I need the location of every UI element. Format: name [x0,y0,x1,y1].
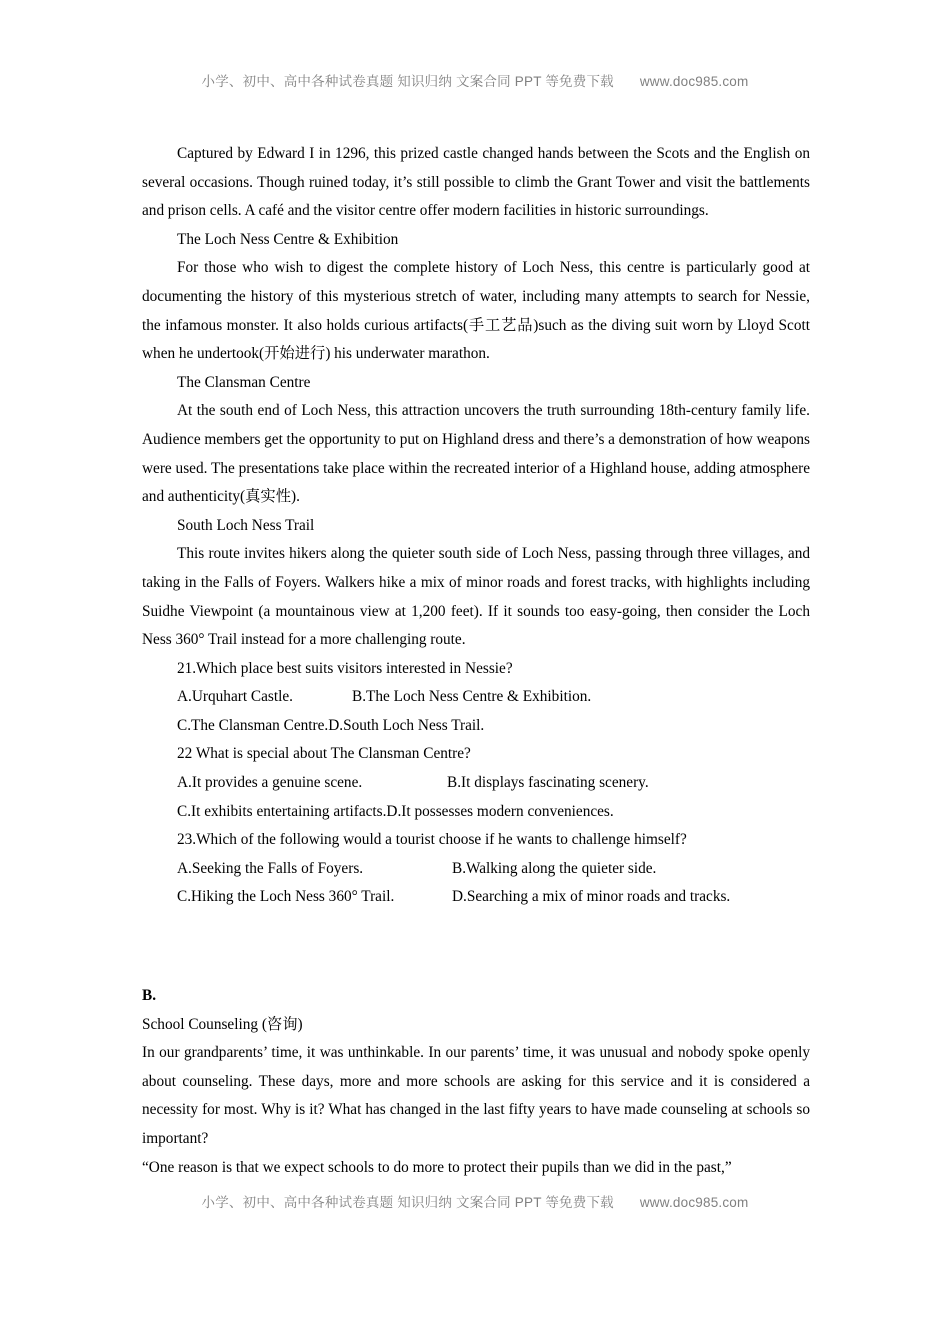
question-23-options-row-1 [142,855,810,884]
section-heading-south-loch-ness-trail: South Loch Ness Trail [177,516,315,534]
question-23-option-b[interactable]: B.Walking along the quieter side. [452,859,657,877]
passage-b-paragraph-2: “One reason is that we expect schools to do more to protect their pupils than we did in the past,” [142,1158,732,1176]
section-heading-clansman-centre: The Clansman Centre [177,373,311,391]
section-body-clansman-centre: At the south end of Loch Ness, this attraction uncovers the truth surrounding 18th-century family life. Audience members get the opportunity to put on Highland dress and there’s a demonstration of how weapons were used. The presentations take place within the recreated interior of a Highland house, adding atmosphere and authenticity(真实性). [142,402,810,506]
question-21-option-c[interactable]: C.The Clansman Centre. [177,716,329,734]
question-22-option-a[interactable]: A.It provides a genuine scene. [177,774,363,792]
watermark-url: www.doc985.com [639,74,749,89]
watermark-url: www.doc985.com [639,1195,749,1210]
question-23-option-c[interactable]: C.Hiking the Loch Ness 360° Trail. [177,888,395,906]
section-heading-loch-ness-centre: The Loch Ness Centre & Exhibition [177,230,399,248]
section-spacer [142,912,810,982]
question-21-options-row-1 [142,683,810,712]
question-21-options-row-2 [142,712,810,741]
question-22-stem: 22 What is special about The Clansman Centre? [177,745,471,763]
watermark-footer [142,1191,808,1211]
passage-b-title: School Counseling (咨询) [142,1015,303,1033]
question-22-option-b[interactable]: B.It displays fascinating scenery. [447,774,649,792]
section-body-south-loch-ness-trail: This route invites hikers along the quieter south side of Loch Ness, passing through three villages, and taking in the Falls of Foyers. Walkers hike a mix of minor roads and forest tracks, with highlights including Suidhe Viewpoint (a mountainous view at 1,200 feet). If it sounds too easy-going, then consider the Loch Ness 360° Trail instead for a more challenging route. [142,545,810,649]
question-22-option-c[interactable]: C.It exhibits entertaining artifacts. [177,802,387,820]
passage-b-label: B. [142,987,157,1005]
question-23-option-a[interactable]: A.Seeking the Falls of Foyers. [177,859,364,877]
question-21-option-b[interactable]: B.The Loch Ness Centre & Exhibition. [352,688,592,706]
passage-b-paragraph-1: In our grandparents’ time, it was unthinkable. In our parents’ time, it was unusual and nobody spoke openly about counseling. These days, more and more schools are asking for this service and it is considered a necessity for most. Why is it? What has changed in the last fifty years to have made counseling at schools so important? [142,1044,810,1147]
question-22-options-row-1 [142,769,810,798]
document-body [142,140,810,1182]
watermark-text: 小学、初中、高中各种试卷真题 知识归纳 文案合同 PPT 等免费下载 [201,74,614,89]
question-23-stem: 23.Which of the following would a tourist choose if he wants to challenge himself? [177,831,687,849]
question-21-option-d[interactable]: D.South Loch Ness Trail. [328,716,485,734]
section-body-loch-ness-centre: For those who wish to digest the complete history of Loch Ness, this centre is particularly good at documenting the history of this mysterious stretch of water, including many attempts to search for Nessie, the infamous monster. It also holds curious artifacts(手工艺品)such as the diving suit worn by Lloyd Scott when he undertook(开始进行) his underwater marathon. [142,259,810,363]
passage-a-paragraph: Captured by Edward I in 1296, this prized castle changed hands between the Scots and the English on several occasions. Though ruined today, it’s still possible to climb the Grant Tower and visit the battlements and prison cells. A café and the visitor centre offer modern facilities in historic surroundings. [142,145,810,220]
question-21-option-a[interactable]: A.Urquhart Castle. [177,688,293,706]
question-22-option-d[interactable]: D.It possesses modern conveniences. [386,802,614,820]
question-23-options-row-2 [142,883,810,912]
question-23-option-d[interactable]: D.Searching a mix of minor roads and tracks. [452,888,731,906]
question-21-stem: 21.Which place best suits visitors interested in Nessie? [177,659,513,677]
watermark-text: 小学、初中、高中各种试卷真题 知识归纳 文案合同 PPT 等免费下载 [201,1195,614,1210]
watermark-header [142,70,808,90]
question-22-options-row-2 [142,798,810,827]
